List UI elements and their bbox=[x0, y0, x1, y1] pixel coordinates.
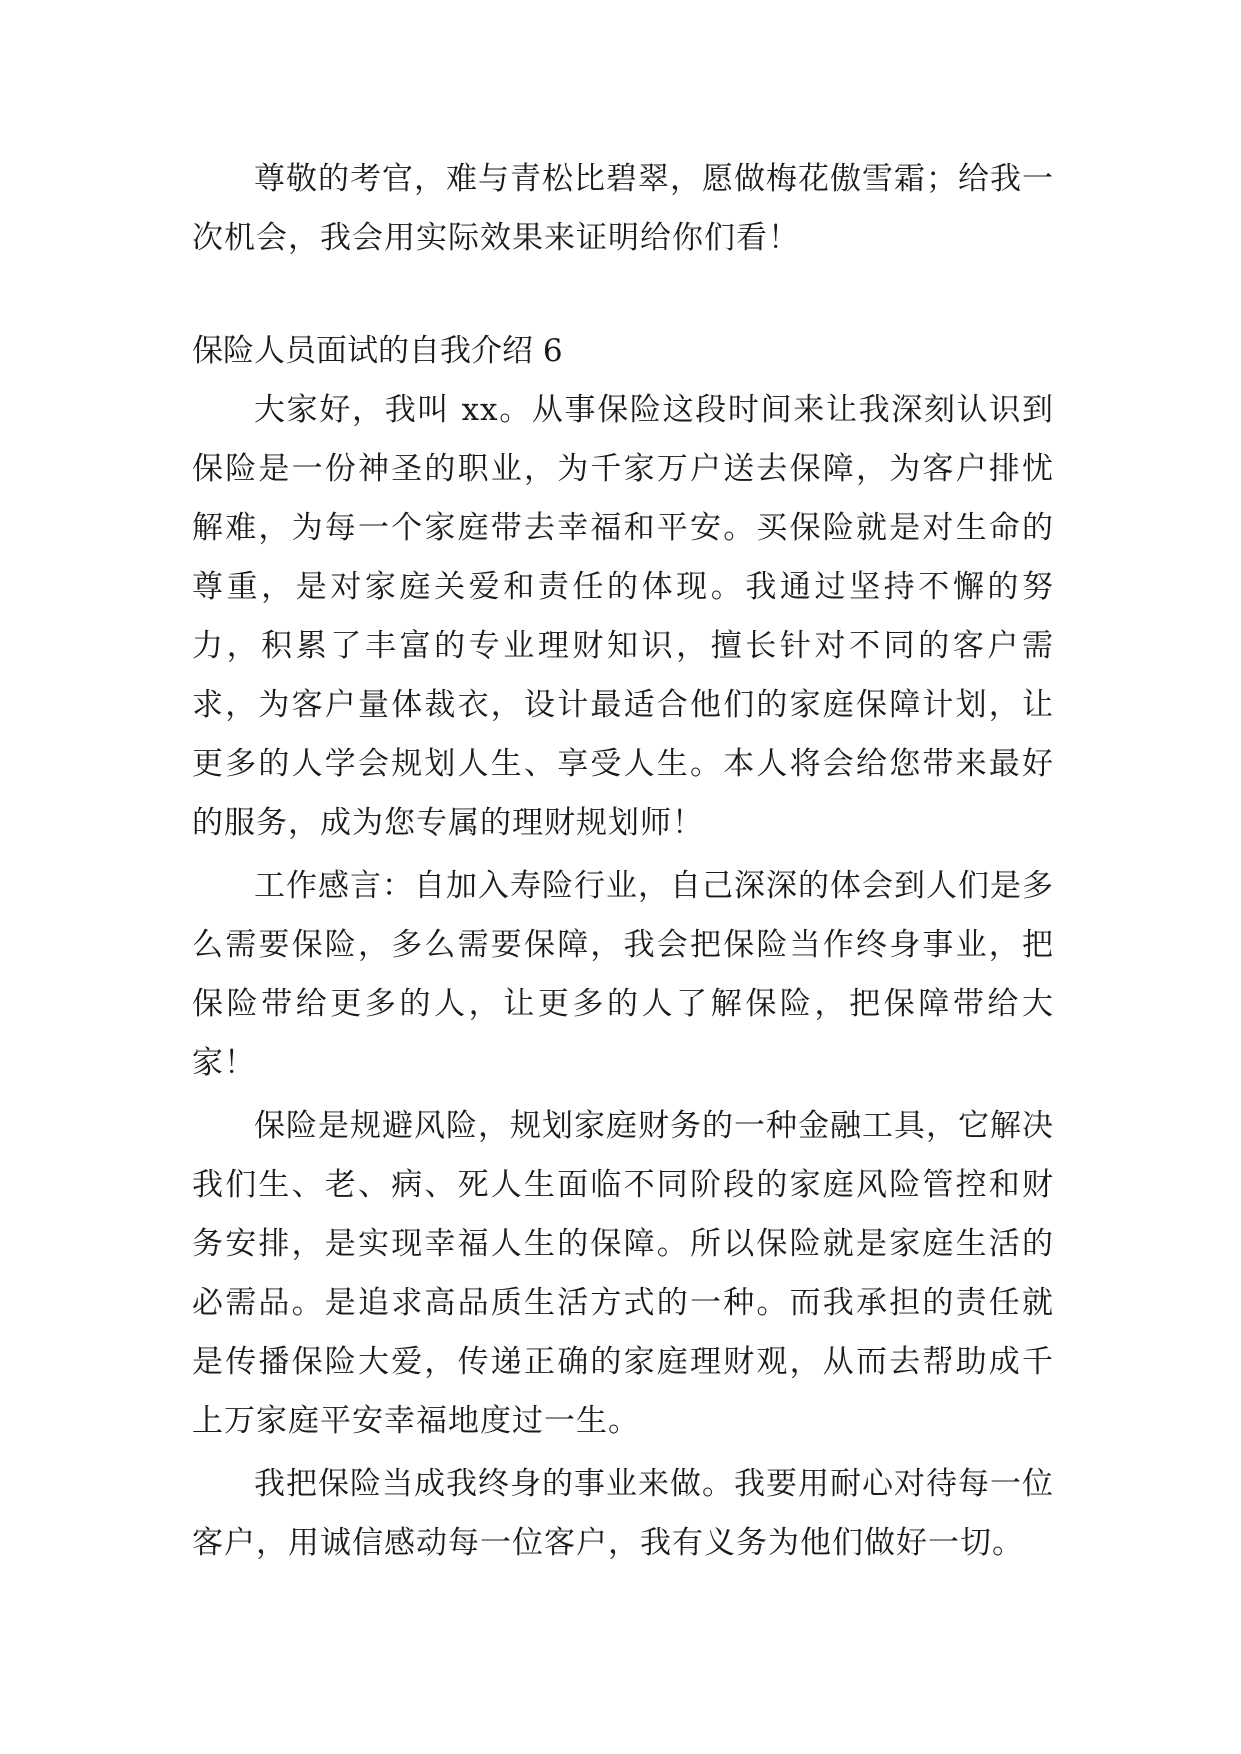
document-page bbox=[192, 150, 1054, 1573]
intro-paragraph: 尊敬的考官，难与青松比碧翠，愿做梅花傲雪霜；给我一次机会，我会用实际效果来证明给你们看！ bbox=[192, 161, 1054, 256]
body-paragraph-4: 我把保险当成我终身的事业来做。我要用耐心对待每一位客户，用诚信感动每一位客户，我有义务为他们做好一切。 bbox=[192, 1466, 1054, 1561]
section-heading: 保险人员面试的自我介绍 6 bbox=[192, 333, 563, 369]
body-paragraph-1: 大家好，我叫 xx。从事保险这段时间来让我深刻认识到保险是一份神圣的职业，为千家万户送去保障，为客户排忧解难，为每一个家庭带去幸福和平安。买保险就是对生命的尊重，是对家庭关爱和责任的体现。我通过坚持不懈的努力，积累了丰富的专业理财知识，擅长针对不同的客户需求，为客户量体裁衣，设计最适合他们的家庭保障计划，让更多的人学会规划人生、享受人生。本人将会给您带来最好的服务，成为您专属的理财规划师！ bbox=[192, 392, 1054, 841]
body-paragraph-3: 保险是规避风险，规划家庭财务的一种金融工具，它解决我们生、老、病、死人生面临不同阶段的家庭风险管控和财务安排，是实现幸福人生的保障。所以保险就是家庭生活的必需品。是追求高品质生活方式的一种。而我承担的责任就是传播保险大爱，传递正确的家庭理财观，从而去帮助成千上万家庭平安幸福地度过一生。 bbox=[192, 1108, 1054, 1439]
body-paragraph-2: 工作感言：自加入寿险行业，自己深深的体会到人们是多么需要保险，多么需要保障，我会把保险当作终身事业，把保险带给更多的人，让更多的人了解保险，把保障带给大家！ bbox=[192, 868, 1054, 1081]
